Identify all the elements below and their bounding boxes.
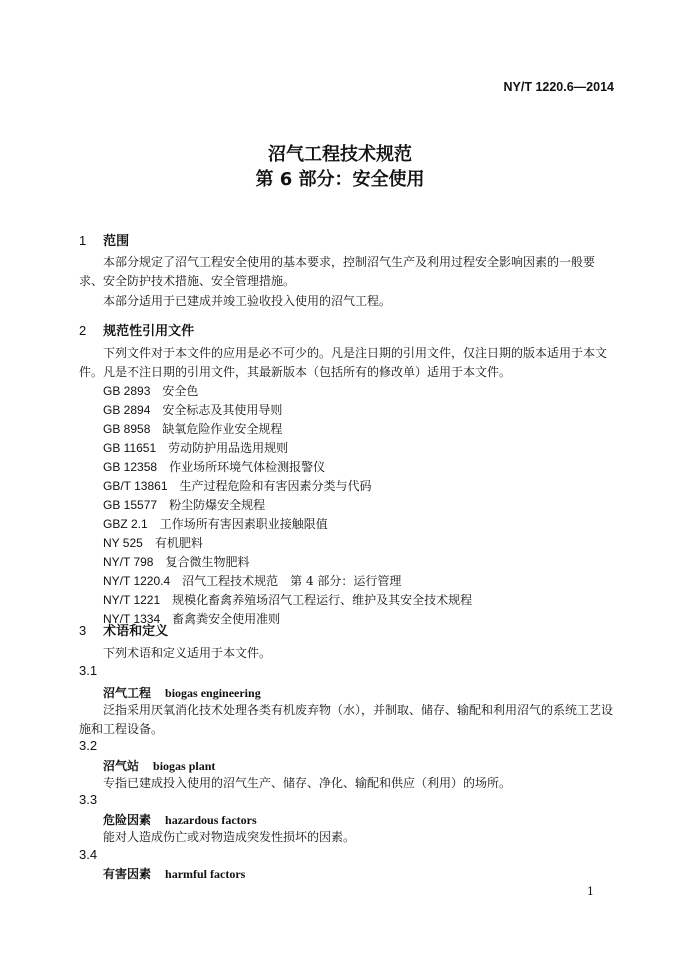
section-title: 规范性引用文件 — [103, 324, 195, 339]
terms-intro: 下列术语和定义适用于本文件。 — [103, 646, 272, 660]
term-title: 沼气站 biogas plant — [103, 759, 216, 773]
document-title: 沼气工程技术规范 — [268, 144, 412, 165]
reference-item: GB 2893 安全色 — [103, 384, 199, 398]
reference-item: GB 8958 缺氧危险作业安全规程 — [103, 422, 283, 436]
term-title: 有害因素 harmful factors — [103, 867, 246, 881]
section-heading-scope — [79, 230, 129, 249]
reference-item: NY 525 有机肥料 — [103, 536, 203, 550]
scope-paragraph-1: 本部分规定了沼气工程安全使用的基本要求，控制沼气生产及利用过程安全影响因素的一般要求、安全防护技术措施、安全管理措施。 — [79, 255, 596, 288]
section-title: 范围 — [103, 234, 130, 249]
term-number: 3.3 — [79, 792, 98, 807]
section-number: 2 — [79, 323, 87, 338]
term-definition: 能对人造成伤亡或对物造成突发性损坏的因素。 — [103, 830, 356, 844]
references-intro-paragraph: 下列文件对于本文件的应用是必不可少的。凡是注日期的引用文件，仅注日期的版本适用于本文件。凡是不注日期的引用文件，其最新版本（包括所有的修改单）适用于本文件。 — [79, 346, 608, 379]
reference-item: NY/T 1220.4 沼气工程技术规范 第 4 部分：运行管理 — [103, 574, 402, 588]
term-number: 3.2 — [79, 738, 98, 753]
page-number: 1 — [587, 885, 594, 898]
term-definition: 泛指采用厌氧消化技术处理各类有机废弃物（水），并制取、储存、输配和利用沼气的系统工艺设施和工程设备。 — [79, 703, 614, 736]
reference-item: GB 15577 粉尘防爆安全规程 — [103, 498, 266, 512]
reference-item: GB 11651 劳动防护用品选用规则 — [103, 441, 289, 455]
section-heading-normative-references — [79, 320, 194, 339]
reference-item: NY/T 798 复合微生物肥料 — [103, 555, 250, 569]
reference-item: NY/T 1221 规模化畜禽养殖场沼气工程运行、维护及其安全技术规程 — [103, 593, 473, 607]
reference-item: GB 2894 安全标志及其使用导则 — [103, 403, 283, 417]
term-number: 3.4 — [79, 847, 98, 862]
reference-item: NY/T 1334 畜禽粪安全使用准则 — [103, 612, 281, 626]
term-number: 3.1 — [79, 663, 98, 678]
scope-paragraph-2: 本部分适用于已建成并竣工验收投入使用的沼气工程。 — [103, 294, 392, 308]
term-definition: 专指已建成投入使用的沼气生产、储存、净化、输配和供应（利用）的场所。 — [103, 776, 512, 790]
section-heading-terms — [79, 620, 168, 639]
section-number: 1 — [79, 233, 87, 248]
term-title: 沼气工程 biogas engineering — [103, 686, 261, 700]
standard-number: NY/T 1220.6—2014 — [503, 80, 614, 94]
reference-item: GB/T 13861 生产过程危险和有害因素分类与代码 — [103, 479, 372, 493]
term-title: 危险因素 hazardous factors — [103, 813, 257, 827]
reference-item: GBZ 2.1 工作场所有害因素职业接触限值 — [103, 517, 328, 531]
reference-item: GB 12358 作业场所环境气体检测报警仪 — [103, 460, 326, 474]
section-title: 术语和定义 — [103, 624, 169, 639]
document-subtitle: 第 6 部分：安全使用 — [255, 169, 425, 190]
section-number: 3 — [79, 623, 87, 638]
